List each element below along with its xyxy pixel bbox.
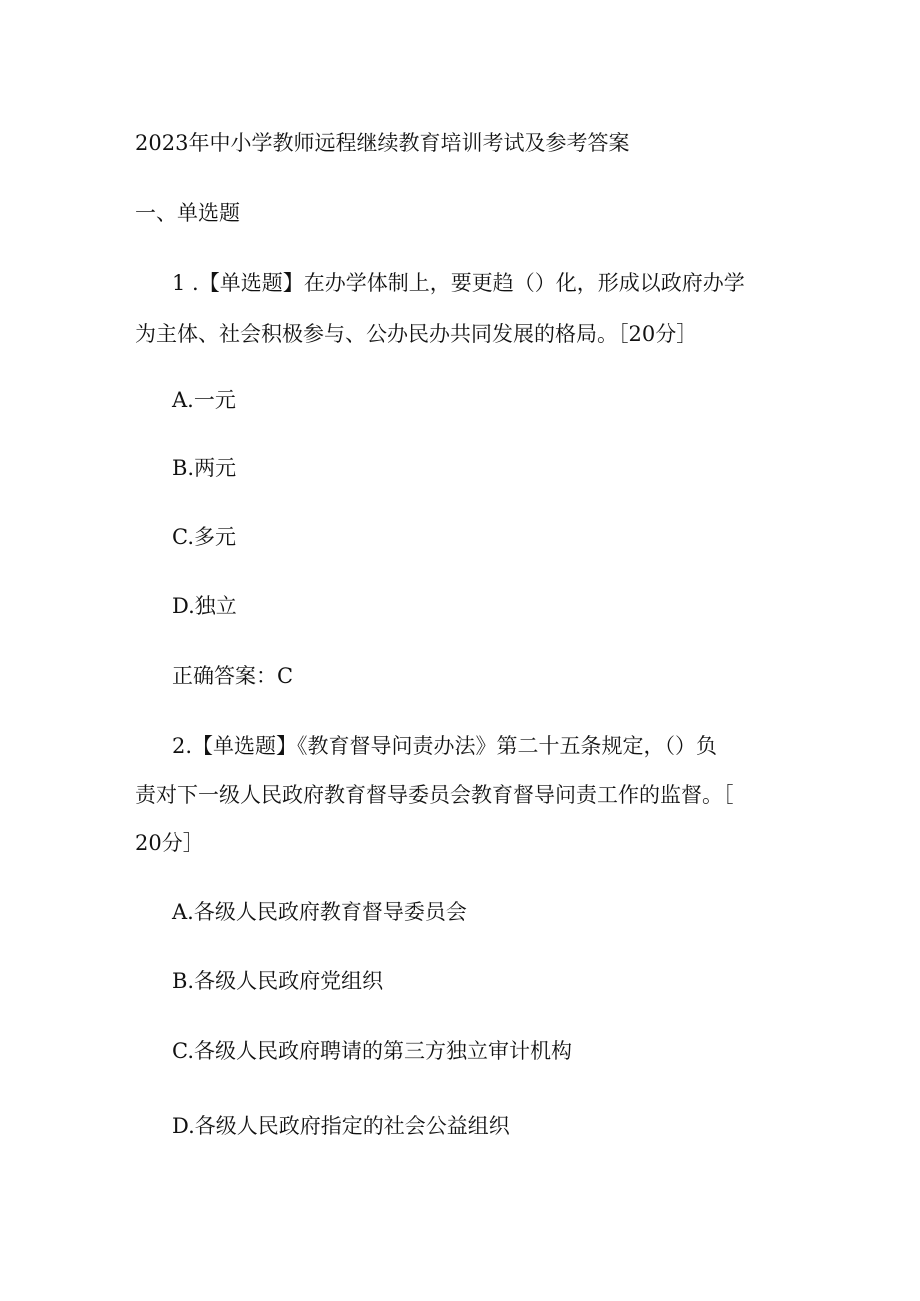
question-2-line-3: 20分］ [135,831,204,855]
question-1-answer: 正确答案：C [172,664,294,688]
question-1-option-d: D.独立 [172,594,237,618]
section-heading: 一、单选题 [135,201,240,225]
question-1-option-b: B.两元 [172,456,237,480]
question-2-option-c: C.各级人民政府聘请的第三方独立审计机构 [172,1039,572,1063]
question-2-option-d: D.各级人民政府指定的社会公益组织 [172,1114,510,1138]
question-2-option-b: B.各级人民政府党组织 [172,969,384,993]
question-2-line-1: 2.【单选题】《教育督导问责办法》第二十五条规定，（）负 [172,734,718,758]
question-1-option-a: A.一元 [172,388,236,412]
document-title: 2023年中小学教师远程继续教育培训考试及参考答案 [135,131,630,155]
question-1-line-1: 1 .【单选题】在办学体制上，要更趋（）化，形成以政府办学 [172,271,745,295]
question-1-line-2: 为主体、社会积极参与、公办民办共同发展的格局。［20分］ [135,322,698,346]
question-2-option-a: A.各级人民政府教育督导委员会 [172,900,467,924]
question-1-option-c: C.多元 [172,525,236,549]
question-2-line-2: 责对下一级人民政府教育督导委员会教育督导问责工作的监督。［ [135,783,734,807]
